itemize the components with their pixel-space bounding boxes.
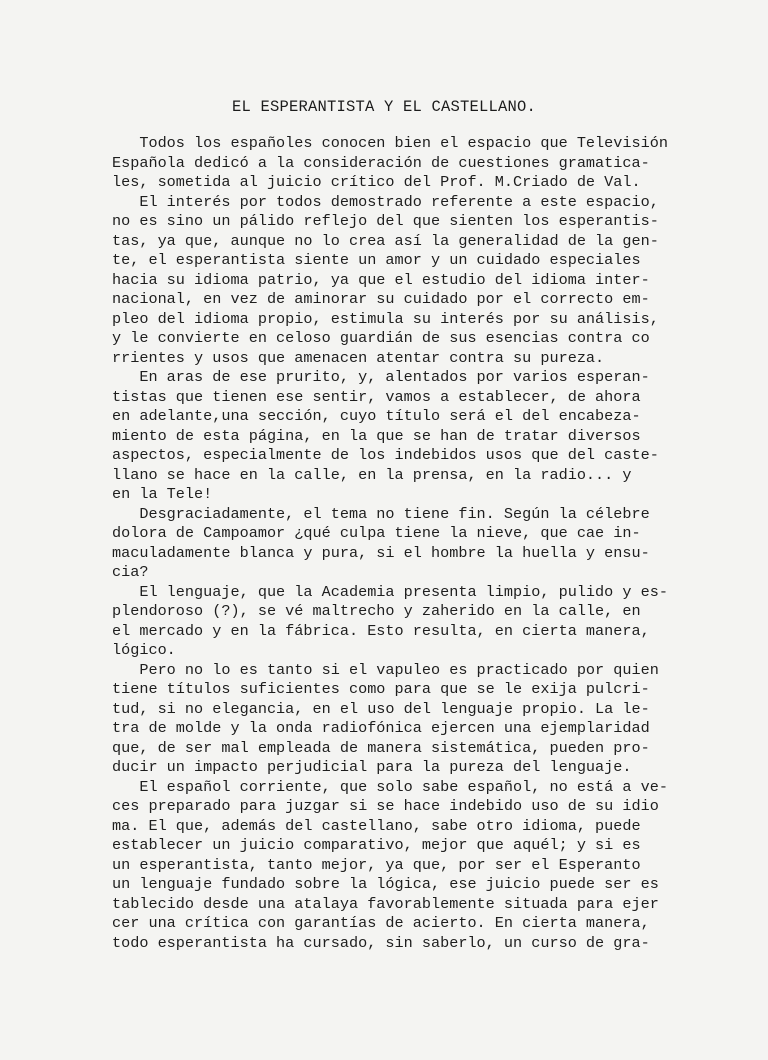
- text-line: no es sino un pálido reflejo del que sienten los esperantis-: [112, 212, 659, 230]
- text-line: un lenguaje fundado sobre la lógica, ese juicio puede ser es: [112, 875, 659, 893]
- text-line: tablecido desde una atalaya favorablemente situada para ejer: [112, 894, 659, 913]
- document-title: EL ESPERANTISTA Y EL CASTELLANO.: [231, 98, 537, 116]
- text-line: tra de molde y la onda radiofónica ejercen una ejemplaridad: [112, 719, 650, 737]
- text-line: el mercado y en la fábrica. Esto resulta, en cierta manera,: [112, 621, 650, 640]
- text-line: y le convierte en celoso guardián de sus esencias contra co: [112, 329, 650, 347]
- text-line: tiene títulos suficientes como para que se le exija pulcri-: [112, 680, 650, 698]
- text-line: ducir un impacto perjudicial para la pureza del lenguaje.: [112, 758, 632, 776]
- text-line: tistas que tienen ese sentir, vamos a establecer, de ahora: [112, 387, 641, 406]
- text-line: les, sometida al juicio crítico del Prof. M.Criado de Val.: [112, 173, 641, 191]
- text-line: llano se hace en la calle, en la prensa, en la radio... y: [112, 465, 632, 484]
- text-line: te, el esperantista siente un amor y un cuidado especiales: [112, 251, 641, 269]
- text-line: pleo del idioma propio, estimula su interés por su análisis,: [112, 309, 659, 328]
- text-line: en adelante,una sección, cuyo título será el del encabeza-: [112, 407, 641, 425]
- text-line: cer una crítica con garantías de acierto. En cierta manera,: [112, 914, 650, 932]
- text-line: todo esperantista ha cursado, sin saberlo, un curso de gra-: [112, 933, 650, 952]
- text-line: El español corriente, que solo sabe español, no está a ve-: [112, 777, 668, 796]
- text-line: tud, si no elegancia, en el uso del lenguaje propio. La le-: [112, 699, 650, 718]
- text-line: establecer un juicio comparativo, mejor que aquél; y si es: [112, 836, 641, 854]
- text-line: cia?: [112, 563, 149, 581]
- text-line: Todos los españoles conocen bien el espacio que Televisión: [112, 134, 668, 152]
- text-line: en la Tele!: [112, 485, 213, 503]
- text-line: ma. El que, además del castellano, sabe otro idioma, puede: [112, 816, 641, 835]
- text-line: Desgraciadamente, el tema no tiene fin. Según la célebre: [112, 504, 650, 523]
- text-line: ces preparado para juzgar si se hace indebido uso de su idio: [112, 797, 659, 815]
- text-line: plendoroso (?), se vé maltrecho y zaherido en la calle, en: [112, 602, 641, 620]
- text-line: lógico.: [112, 641, 176, 659]
- text-line: que, de ser mal empleada de manera sistemática, pueden pro-: [112, 738, 650, 757]
- text-line: tas, ya que, aunque no lo crea así la generalidad de la gen-: [112, 231, 659, 250]
- text-line: En aras de ese prurito, y, alentados por varios esperan-: [112, 368, 650, 386]
- document-body: [112, 134, 672, 953]
- text-line: El lenguaje, que la Academia presenta limpio, pulido y es-: [112, 582, 668, 601]
- text-line: maculadamente blanca y pura, si el hombre la huella y ensu-: [112, 543, 650, 562]
- text-line: dolora de Campoamor ¿qué culpa tiene la nieve, que cae in-: [112, 524, 641, 542]
- text-line: nacional, en vez de aminorar su cuidado por el correcto em-: [112, 290, 650, 308]
- text-line: El interés por todos demostrado referente a este espacio,: [112, 192, 659, 211]
- text-line: hacia su idioma patrio, ya que el estudio del idioma inter-: [112, 270, 650, 289]
- text-line: rrientes y usos que amenacen atentar contra su pureza.: [112, 348, 605, 367]
- text-line: miento de esta página, en la que se han de tratar diversos: [112, 426, 641, 445]
- text-line: aspectos, especialmente de los indebidos usos que del caste-: [112, 446, 659, 464]
- text-line: un esperantista, tanto mejor, ya que, por ser el Esperanto: [112, 855, 641, 874]
- text-line: Española dedicó a la consideración de cuestiones gramatica-: [112, 153, 650, 172]
- text-line: Pero no lo es tanto si el vapuleo es practicado por quien: [112, 660, 659, 679]
